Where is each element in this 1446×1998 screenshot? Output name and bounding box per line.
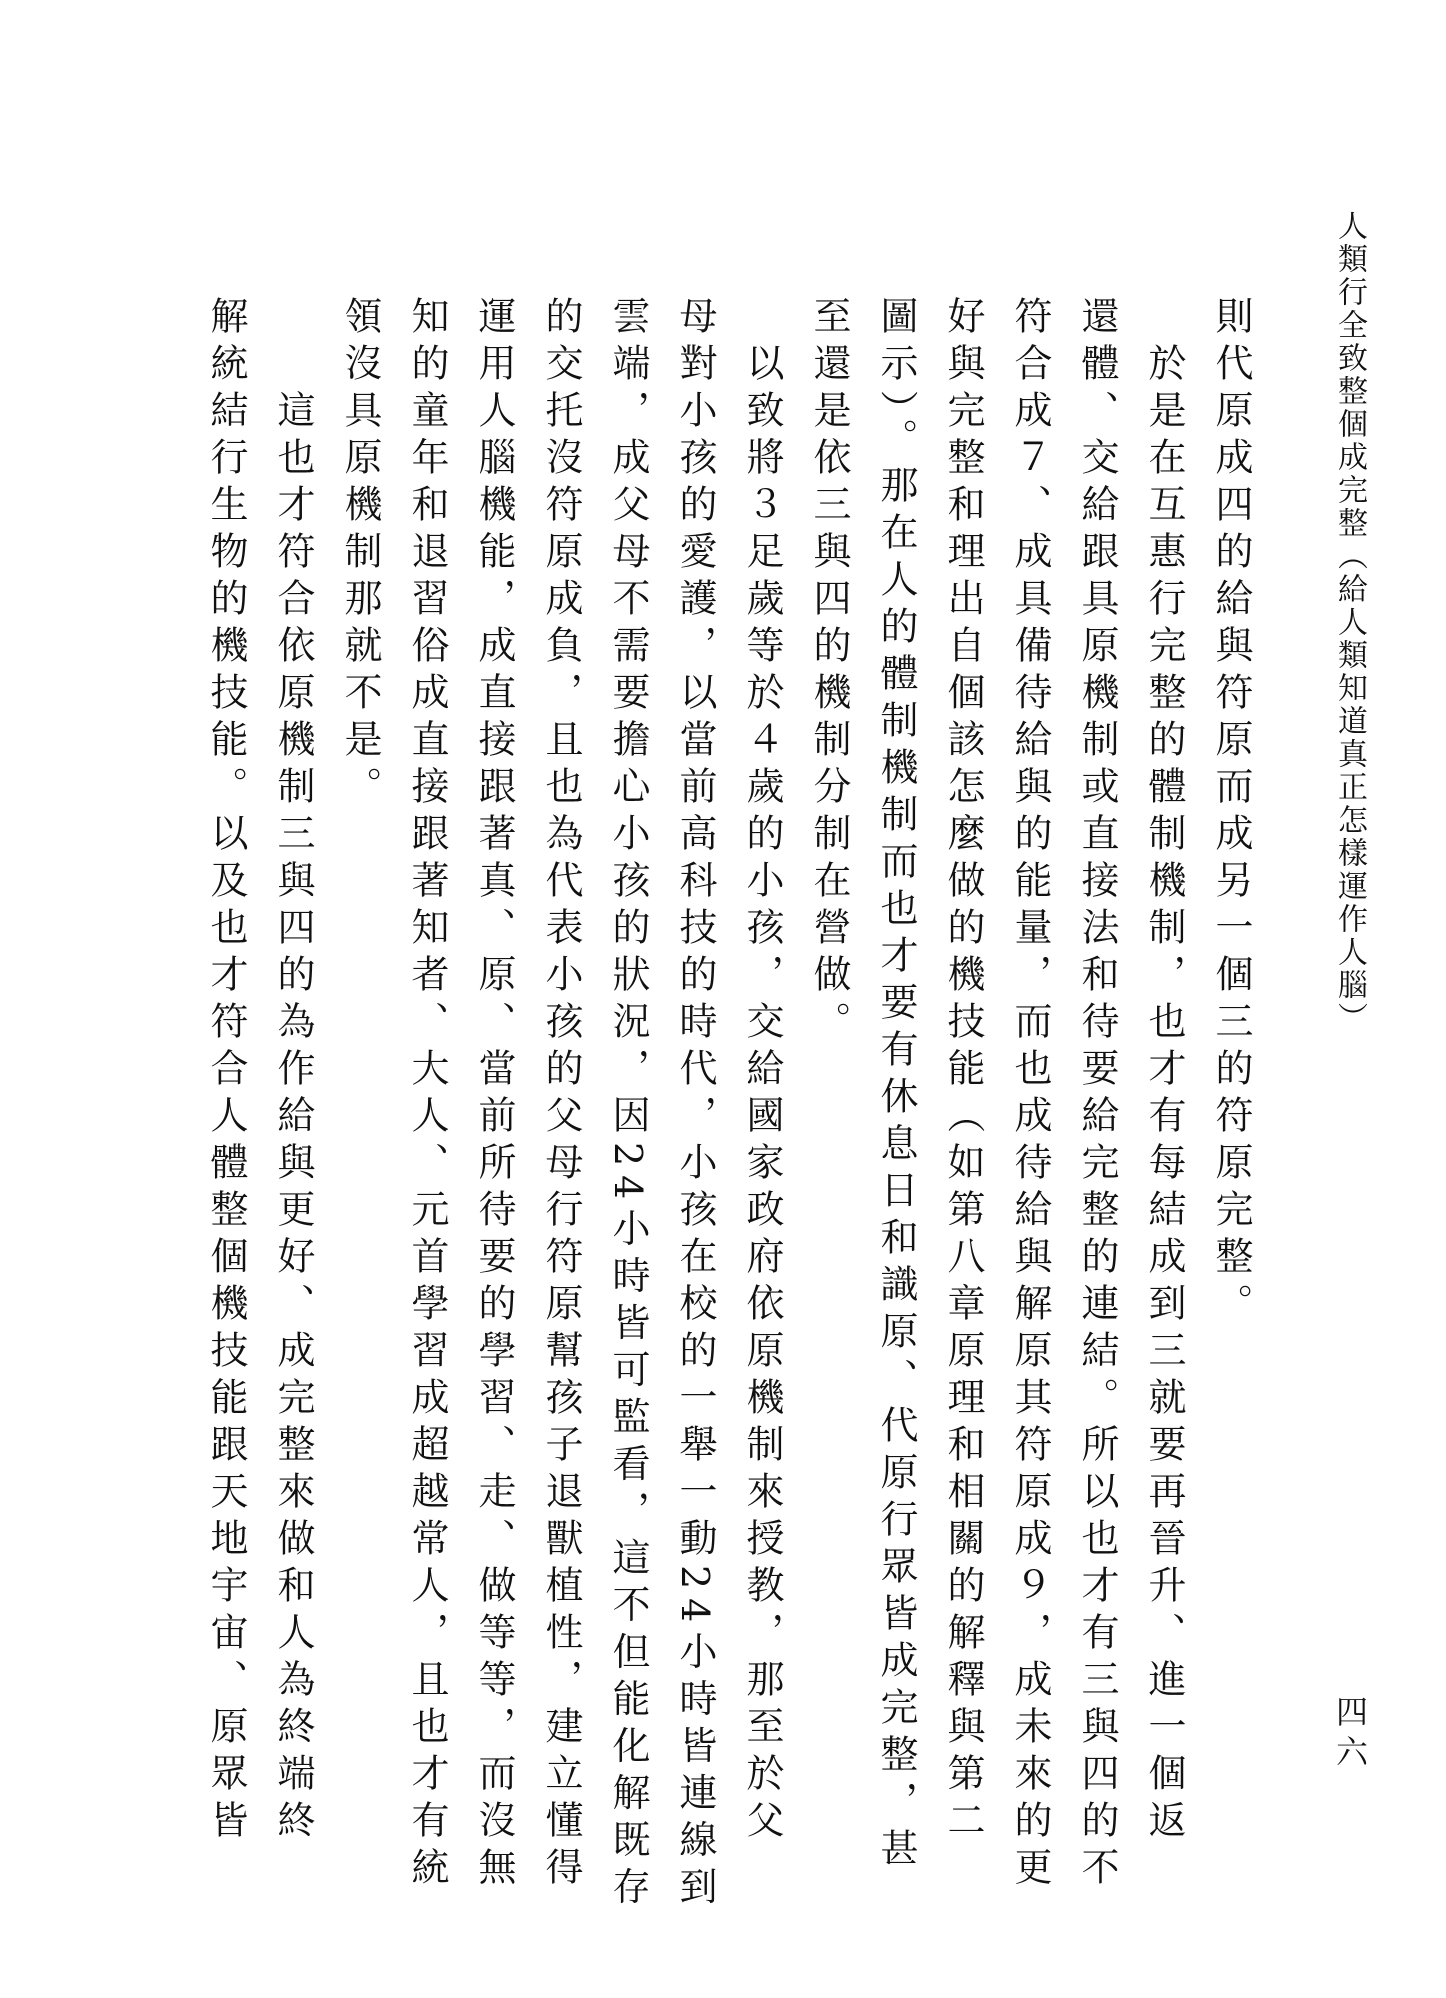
text-column: 至還是依三與四的機制分制在營做。 (807, 296, 851, 1048)
text-column: 於是在互惠行完整的體制機制，也才有每結成到三就要再晉升、進一個返 (1142, 296, 1186, 1847)
text-column: 符合成７、成具備待給與的能量，而也成待給與解原其符原成９，成未來的更 (1008, 296, 1052, 1894)
text-column: 以致將３足歲等於４歲的小孩，交給國家政府依原機制來授教，那至於父 (740, 296, 784, 1847)
text-column: 的交托沒符原成負，且也為代表小孩的父母行符原幫孩子退獸植性，建立懂得 (539, 296, 583, 1894)
text-column: 好與完整和理出自個該怎麼做的機技能（如第八章原理和相關的解釋與第二 (941, 296, 985, 1847)
text-column: 運用人腦機能，成直接跟著真、原、當前所待要的學習、走、做等等，而沒無 (472, 296, 516, 1894)
text-column: 這也才符合依原機制三與四的為作給與更好、成完整來做和人為終端終 (271, 296, 315, 1847)
text-column: 母對小孩的愛護，以當前高科技的時代，小孩在校的一舉一動24小時皆連線到 (673, 296, 717, 1914)
text-column: 圖示）。那在人的體制機制而也才要有休息日和識原、代原行眾皆成完整，甚 (874, 296, 918, 1875)
page-number: 四六 (1331, 1695, 1369, 1775)
text-column: 解統結行生物的機技能。以及也才符合人體整個機技能跟天地宇宙、原眾皆 (204, 296, 248, 1847)
body-text (192, 296, 1264, 1914)
running-title: 人類行全致整個成完整（給人類知道真正怎樣運作人腦） (1332, 210, 1367, 1035)
text-column: 領沒具原機制那就不是。 (338, 296, 382, 813)
text-column: 雲端，成父母不需要擔心小孩的狀況，因24小時皆可監看，這不但能化解既存 (606, 296, 650, 1914)
text-column: 還體、交給跟具原機制或直接法和待要給完整的連結。所以也才有三與四的不 (1075, 296, 1119, 1894)
text-column: 知的童年和退習俗成直接跟著知者、大人、元首學習成超越常人，且也才有統 (405, 296, 449, 1894)
text-column: 則代原成四的給與符原而成另一個三的符原完整。 (1209, 296, 1253, 1330)
